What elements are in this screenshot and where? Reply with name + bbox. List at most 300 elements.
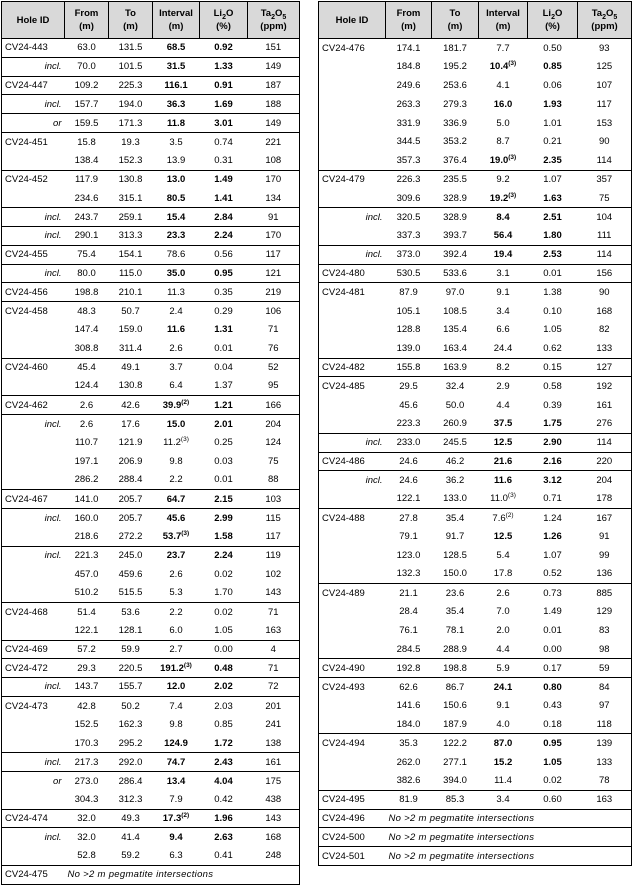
- hole-id-cell: [319, 76, 386, 95]
- table-row: [2, 39, 300, 58]
- interval-value: 9.8: [169, 455, 183, 467]
- table-row: [319, 433, 632, 452]
- from-cell: 308.8: [74, 342, 99, 354]
- to-cell: 91.7: [445, 531, 465, 543]
- table-row: [2, 189, 300, 208]
- ta2o5-cell: 188: [248, 95, 300, 114]
- table-row: [2, 170, 300, 189]
- hole-id-cell: [319, 95, 386, 114]
- interval-value: 5.0: [496, 117, 510, 129]
- interval-cell: [153, 471, 200, 490]
- interval-cell: [153, 659, 200, 678]
- to-cell: 312.3: [118, 794, 143, 806]
- hole-id-cell: CV24-479: [319, 170, 386, 189]
- interval-value: 9.2: [496, 174, 510, 186]
- li2o-cell: 1.69: [200, 95, 248, 114]
- to-cell: 220.5: [109, 659, 153, 678]
- hole-id-cell: CV24-495: [319, 790, 386, 809]
- interval-cell: [153, 809, 200, 828]
- from-cell: 87.9: [386, 283, 432, 302]
- from-cell: 243.7: [65, 208, 109, 227]
- table-row: [2, 57, 300, 76]
- table-row: [319, 584, 632, 603]
- li2o-cell: 0.58: [528, 377, 578, 396]
- interval-value: 2.0: [496, 625, 510, 637]
- ta2o5-cell: 201: [248, 696, 300, 715]
- ta2o5-cell: 98: [578, 640, 632, 659]
- to-cell: 206.9: [118, 455, 143, 467]
- hole-id-cell: or: [2, 114, 65, 133]
- interval-cell: [479, 452, 528, 471]
- ta2o5-cell: 248: [248, 847, 300, 866]
- hole-id-cell: CV24-467: [2, 490, 65, 509]
- table-row: [2, 245, 300, 264]
- hole-id-cell: [2, 715, 65, 734]
- ta2o5-cell: 59: [578, 659, 632, 678]
- li2o-cell: 0.15: [528, 358, 578, 377]
- from-cell: 159.5: [65, 114, 109, 133]
- hole-id-cell: [2, 151, 65, 170]
- from-cell: 141.0: [65, 490, 109, 509]
- table-row: [319, 358, 632, 377]
- ta2o5-cell: 82: [578, 320, 632, 339]
- li2o-cell: 1.58: [214, 530, 233, 542]
- table-row: [2, 377, 300, 396]
- interval-value: 15.2: [493, 756, 513, 768]
- ta2o5-cell: 114: [578, 433, 632, 452]
- interval-cell: [479, 527, 528, 546]
- hole-id-cell: [319, 527, 386, 546]
- li2o-cell: 2.51: [528, 208, 578, 227]
- table-row: [319, 170, 632, 189]
- ta2o5-cell: 170: [248, 226, 300, 245]
- table-row: [2, 95, 300, 114]
- to-cell: 245.0: [109, 546, 153, 565]
- li2o-cell: 2.01: [200, 414, 248, 433]
- from-cell: 2.6: [65, 414, 109, 433]
- hole-id-cell: incl.: [2, 546, 65, 565]
- ta2o5-cell: 438: [248, 790, 300, 809]
- ta2o5-cell: 192: [578, 377, 632, 396]
- from-cell: 123.0: [396, 549, 421, 561]
- from-cell: 139.0: [396, 342, 421, 354]
- li2o-cell: 0.73: [528, 584, 578, 603]
- from-cell: 27.8: [386, 508, 432, 527]
- li2o-cell: 1.72: [214, 737, 233, 749]
- ta2o5-cell: 91: [248, 208, 300, 227]
- interval-value: 31.5: [166, 61, 186, 73]
- li2o-cell: 1.33: [200, 57, 248, 76]
- from-cell: 24.6: [386, 471, 432, 490]
- from-cell: 48.3: [65, 302, 109, 321]
- interval-value: 17.8: [493, 568, 513, 580]
- table-row: [319, 414, 632, 433]
- table-row: [2, 433, 300, 452]
- to-cell: 101.5: [109, 57, 153, 76]
- interval-cell: [153, 39, 200, 58]
- ta2o5-cell: 129: [578, 602, 632, 621]
- hole-id-cell: incl.: [2, 95, 65, 114]
- to-cell: 392.4: [432, 245, 479, 264]
- footnote-ref: (3): [180, 435, 189, 443]
- li2o-cell: 2.63: [200, 828, 248, 847]
- interval-value: 7.4: [169, 700, 183, 712]
- to-cell: 131.5: [109, 39, 153, 58]
- ta2o5-cell: 143: [248, 809, 300, 828]
- to-cell: 59.2: [121, 850, 140, 862]
- interval-value: 15.0: [166, 418, 186, 430]
- ta2o5-cell: 52: [248, 358, 300, 377]
- interval-value: 16.0: [493, 98, 513, 110]
- table-row: [2, 471, 300, 490]
- li2o-cell: 0.62: [543, 342, 562, 354]
- hole-id-cell: CV24-472: [2, 659, 65, 678]
- li2o-cell: 3.12: [528, 471, 578, 490]
- to-cell: 128.1: [118, 624, 143, 636]
- ta2o5-cell: 93: [578, 39, 632, 58]
- hole-id-cell: incl.: [2, 753, 65, 772]
- interval-cell: [479, 39, 528, 58]
- hole-id-cell: CV24-486: [319, 452, 386, 471]
- hole-id-cell: CV24-488: [319, 508, 386, 527]
- to-cell: 17.6: [109, 414, 153, 433]
- hole-id-cell: CV24-474: [2, 809, 65, 828]
- interval-value: 23.3: [166, 230, 186, 242]
- to-cell: 235.5: [432, 170, 479, 189]
- li2o-cell: 2.24: [200, 226, 248, 245]
- li2o-cell: 1.05: [214, 624, 233, 636]
- from-cell: 273.0: [65, 772, 109, 791]
- table-row: [2, 790, 300, 809]
- interval-cell: [153, 828, 200, 847]
- table-row: [2, 696, 300, 715]
- from-cell: 331.9: [396, 117, 421, 129]
- interval-cell: [479, 584, 528, 603]
- hole-id-cell: incl.: [2, 508, 65, 527]
- to-cell: 198.8: [432, 659, 479, 678]
- ta2o5-cell: 149: [248, 57, 300, 76]
- li2o-cell: 2.02: [200, 678, 248, 697]
- hole-id-cell: CV24-458: [2, 302, 65, 321]
- hole-id-cell: [319, 621, 386, 640]
- interval-cell: [153, 565, 200, 584]
- hole-id-cell: CV24-490: [319, 659, 386, 678]
- header-li2o: $Li_2O$ (%): [528, 2, 578, 39]
- to-cell: 393.7: [443, 230, 467, 242]
- hole-id-cell: [319, 114, 386, 133]
- to-cell: 336.9: [443, 117, 467, 129]
- table-row: [319, 490, 632, 509]
- from-cell: 138.4: [74, 154, 99, 166]
- hole-id-cell: [2, 320, 65, 339]
- interval-value: 11.4: [494, 775, 512, 787]
- interval-cell: [479, 565, 528, 584]
- to-cell: 32.4: [432, 377, 479, 396]
- interval-value: 36.3: [166, 98, 186, 110]
- li2o-cell: 2.03: [200, 696, 248, 715]
- ta2o5-cell: 90: [578, 132, 632, 151]
- to-cell: 23.6: [432, 584, 479, 603]
- li2o-cell: 0.21: [543, 136, 562, 148]
- interval-cell: [479, 151, 528, 170]
- interval-value: 39.9: [162, 399, 182, 411]
- interval-cell: [479, 245, 528, 264]
- interval-value: 3.1: [496, 267, 510, 279]
- interval-cell: [153, 377, 200, 396]
- table-row: [319, 696, 632, 715]
- interval-cell: [479, 208, 528, 227]
- hole-id-cell: [2, 621, 65, 640]
- interval-cell: [479, 283, 528, 302]
- to-cell: 205.7: [109, 508, 153, 527]
- interval-cell: [479, 772, 528, 791]
- interval-value: 13.4: [166, 775, 186, 787]
- table-row: [319, 527, 632, 546]
- interval-value: 2.4: [169, 305, 183, 317]
- interval-cell: [153, 452, 200, 471]
- hole-id-cell: [319, 602, 386, 621]
- interval-cell: [153, 95, 200, 114]
- to-cell: 181.7: [432, 39, 479, 58]
- ta2o5-cell: 168: [578, 302, 632, 321]
- li2o-cell: 1.21: [200, 396, 248, 415]
- to-cell: 376.4: [443, 154, 467, 166]
- interval-cell: [479, 132, 528, 151]
- hole-id-cell: [2, 433, 65, 452]
- to-cell: 121.9: [118, 437, 143, 449]
- footnote-ref: (3): [183, 661, 192, 669]
- interval-cell: [479, 414, 528, 433]
- to-cell: 35.4: [445, 606, 465, 618]
- li2o-cell: 1.05: [543, 756, 562, 768]
- hole-id-cell: CV24-501: [319, 847, 386, 866]
- interval-cell: [479, 546, 528, 565]
- interval-cell: [153, 490, 200, 509]
- to-cell: 295.2: [118, 737, 143, 749]
- interval-cell: [153, 602, 200, 621]
- hole-id-cell: incl.: [319, 208, 386, 227]
- table-row: [319, 208, 632, 227]
- to-cell: 86.7: [432, 678, 479, 697]
- from-cell: 217.3: [65, 753, 109, 772]
- ta2o5-cell: 97: [578, 696, 632, 715]
- ta2o5-cell: 178: [578, 490, 632, 509]
- ta2o5-cell: 71: [248, 320, 300, 339]
- interval-value: 3.4: [496, 305, 510, 317]
- to-cell: 353.2: [443, 136, 467, 148]
- interval-cell: [479, 226, 528, 245]
- interval-value: 9.1: [496, 700, 510, 712]
- table-row: [2, 226, 300, 245]
- table-row: [2, 640, 300, 659]
- ta2o5-cell: 204: [248, 414, 300, 433]
- from-cell: 174.1: [386, 39, 432, 58]
- hole-id-cell: CV24-447: [2, 76, 65, 95]
- interval-value: 21.6: [493, 455, 513, 467]
- from-cell: 233.0: [386, 433, 432, 452]
- interval-cell: [153, 226, 200, 245]
- interval-cell: [153, 847, 200, 866]
- interval-value: 17.3: [162, 813, 182, 825]
- hole-id-cell: CV24-452: [2, 170, 65, 189]
- ta2o5-cell: 156: [578, 264, 632, 283]
- table-row: [2, 621, 300, 640]
- ta2o5-cell: 166: [248, 396, 300, 415]
- table-row: [2, 715, 300, 734]
- interval-cell: [153, 678, 200, 697]
- interval-cell: [153, 170, 200, 189]
- ta2o5-cell: 117: [578, 95, 632, 114]
- hole-id-cell: CV24-456: [2, 283, 65, 302]
- hole-id-cell: incl.: [2, 264, 65, 283]
- interval-value: 6.6: [496, 324, 510, 336]
- from-cell: 143.7: [65, 678, 109, 697]
- to-cell: 35.4: [432, 508, 479, 527]
- ta2o5-cell: 115: [248, 508, 300, 527]
- interval-value: 19.4: [493, 249, 513, 261]
- hole-id-cell: [319, 302, 386, 321]
- to-cell: 85.3: [432, 790, 479, 809]
- li2o-cell: 2.90: [528, 433, 578, 452]
- ta2o5-cell: 220: [578, 452, 632, 471]
- table-row: [319, 602, 632, 621]
- interval-cell: [479, 320, 528, 339]
- li2o-cell: 0.02: [214, 568, 233, 580]
- note-row: [319, 828, 632, 847]
- to-cell: 315.1: [118, 192, 143, 204]
- to-cell: 50.7: [109, 302, 153, 321]
- to-cell: 128.5: [443, 549, 467, 561]
- from-cell: 128.8: [396, 324, 421, 336]
- li2o-cell: 1.63: [543, 192, 562, 204]
- note-row: [319, 847, 632, 866]
- from-cell: 79.1: [399, 531, 418, 543]
- interval-cell: [479, 490, 528, 509]
- hole-id-cell: [2, 790, 65, 809]
- table-row: [319, 452, 632, 471]
- hole-id-cell: CV24-489: [319, 584, 386, 603]
- header-interval: Interval (m): [479, 2, 528, 39]
- li2o-cell: 1.49: [543, 606, 562, 618]
- ta2o5-cell: 99: [578, 546, 632, 565]
- hole-id-cell: CV24-480: [319, 264, 386, 283]
- to-cell: 245.5: [432, 433, 479, 452]
- interval-cell: [153, 208, 200, 227]
- li2o-cell: 0.50: [528, 39, 578, 58]
- li2o-cell: 0.91: [200, 76, 248, 95]
- from-cell: 192.8: [386, 659, 432, 678]
- hole-id-cell: [2, 339, 65, 358]
- drill-results-table-right: [318, 1, 632, 866]
- drill-results-table-left: [1, 1, 300, 885]
- note-cell: No >2 m pegmatite intersections: [386, 828, 632, 847]
- li2o-cell: 0.29: [200, 302, 248, 321]
- interval-cell: [479, 339, 528, 358]
- footnote-ref: (3): [507, 492, 516, 500]
- from-cell: 184.8: [396, 61, 421, 73]
- interval-value: 4.1: [496, 79, 510, 91]
- from-cell: 62.6: [386, 678, 432, 697]
- interval-cell: [479, 57, 528, 76]
- hole-id-cell: incl.: [319, 433, 386, 452]
- table-row: [2, 76, 300, 95]
- header-from: From (m): [386, 2, 432, 39]
- interval-cell: [153, 527, 200, 546]
- hole-id-cell: CV24-443: [2, 39, 65, 58]
- table-row: [319, 790, 632, 809]
- interval-cell: [153, 715, 200, 734]
- from-cell: 51.4: [65, 602, 109, 621]
- from-cell: 52.8: [77, 850, 96, 862]
- interval-value: 2.7: [169, 643, 183, 655]
- to-cell: 210.1: [109, 283, 153, 302]
- ta2o5-cell: 219: [248, 283, 300, 302]
- hole-id-cell: incl.: [319, 471, 386, 490]
- hole-id-cell: [319, 396, 386, 415]
- interval-value: 80.5: [166, 192, 186, 204]
- interval-value: 35.0: [166, 267, 186, 279]
- li2o-cell: 0.95: [528, 734, 578, 753]
- table-row: [2, 565, 300, 584]
- to-cell: 288.9: [443, 643, 467, 655]
- header-to: To (m): [432, 2, 479, 39]
- interval-cell: [153, 396, 200, 415]
- hole-id-cell: [2, 189, 65, 208]
- interval-value: 7.7: [496, 42, 510, 54]
- ta2o5-cell: 127: [578, 358, 632, 377]
- ta2o5-cell: 161: [248, 753, 300, 772]
- table-row: [319, 283, 632, 302]
- to-cell: 187.9: [443, 718, 467, 730]
- interval-cell: [479, 621, 528, 640]
- table-row: [2, 396, 300, 415]
- to-cell: 49.1: [109, 358, 153, 377]
- ta2o5-cell: 139: [578, 734, 632, 753]
- from-cell: 45.4: [65, 358, 109, 377]
- interval-cell: [153, 546, 200, 565]
- li2o-cell: 0.00: [200, 640, 248, 659]
- to-cell: 133.0: [443, 493, 467, 505]
- table-row: [319, 772, 632, 791]
- table-row: [2, 358, 300, 377]
- hole-id-cell: [319, 320, 386, 339]
- hole-id-cell: incl.: [319, 245, 386, 264]
- from-cell: 32.0: [65, 809, 109, 828]
- hole-id-cell: [319, 640, 386, 659]
- ta2o5-cell: 71: [248, 659, 300, 678]
- table-row: [319, 39, 632, 58]
- ta2o5-cell: 187: [248, 76, 300, 95]
- footnote-ref: (2): [181, 398, 190, 406]
- table-row: [319, 546, 632, 565]
- ta2o5-cell: 149: [248, 114, 300, 133]
- table-row: [319, 189, 632, 208]
- header-from: From (m): [65, 2, 109, 39]
- li2o-cell: 1.07: [528, 170, 578, 189]
- note-row: [2, 866, 300, 885]
- from-cell: 76.1: [399, 625, 418, 637]
- note-cell: No >2 m pegmatite intersections: [386, 809, 632, 828]
- hole-id-cell: CV24-476: [319, 39, 386, 58]
- interval-value: 11.6: [494, 474, 512, 486]
- interval-value: 6.0: [169, 624, 183, 636]
- interval-cell: [153, 621, 200, 640]
- ta2o5-cell: 90: [578, 283, 632, 302]
- table-row: [2, 114, 300, 133]
- interval-value: 11.3: [167, 286, 185, 298]
- hole-id-cell: incl.: [2, 226, 65, 245]
- li2o-cell: 0.01: [528, 264, 578, 283]
